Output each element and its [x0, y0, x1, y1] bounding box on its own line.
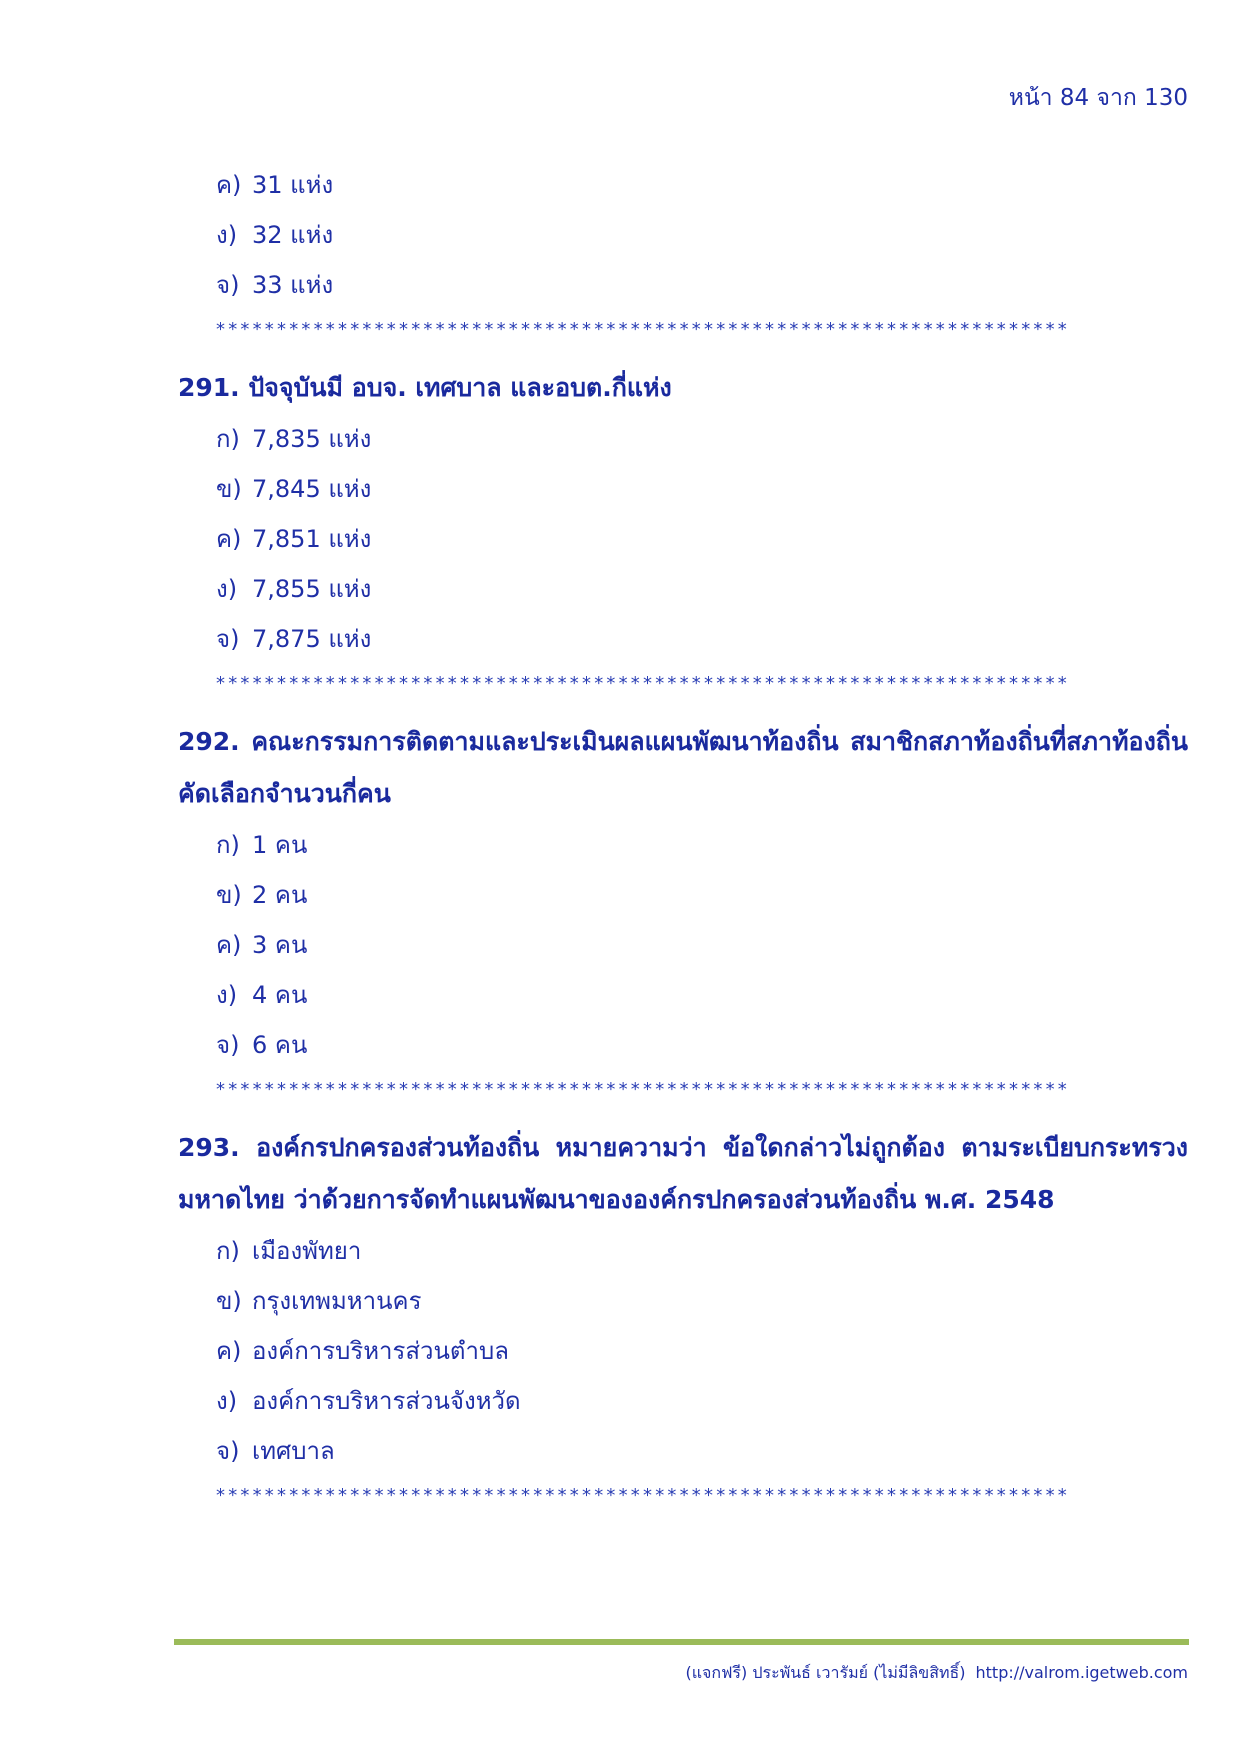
option-letter: ก): [216, 1237, 240, 1265]
option-item: [178, 1326, 1188, 1376]
option-letter: ค): [216, 525, 242, 553]
option-text: 3 คน: [252, 931, 308, 959]
option-item: [178, 414, 1188, 464]
question-293-options: [178, 1226, 1188, 1476]
option-item: [178, 210, 1188, 260]
option-letter: ง): [216, 575, 238, 603]
option-letter: ค): [216, 931, 242, 959]
option-text: องค์การบริหารส่วนตำบล: [252, 1337, 509, 1365]
option-text: เทศบาล: [252, 1437, 335, 1465]
option-text: 32 แห่ง: [252, 221, 334, 249]
option-text: 7,875 แห่ง: [252, 625, 372, 653]
document-body: [178, 160, 1188, 1522]
option-text: 33 แห่ง: [252, 271, 334, 299]
option-text: 2 คน: [252, 881, 308, 909]
option-letter: ก): [216, 425, 240, 453]
footer-credit: (แจกฟรี) ประพันธ์ เวารัมย์ (ไม่มีลิขสิทธิ์): [685, 1663, 966, 1682]
option-item: [178, 920, 1188, 970]
option-letter: จ): [216, 1031, 240, 1059]
option-letter: จ): [216, 271, 240, 299]
option-text: 7,845 แห่ง: [252, 475, 372, 503]
option-letter: ง): [216, 221, 238, 249]
separator-line: **********************************************************************: [216, 1079, 1070, 1100]
separator-line: **********************************************************************: [216, 673, 1070, 694]
separator-line: **********************************************************************: [216, 1485, 1070, 1506]
question-292-options: [178, 820, 1188, 1070]
option-text: 1 คน: [252, 831, 308, 859]
option-item: [178, 820, 1188, 870]
option-text: องค์การบริหารส่วนจังหวัด: [252, 1387, 521, 1415]
option-item: [178, 464, 1188, 514]
option-text: 4 คน: [252, 981, 308, 1009]
option-item: [178, 1426, 1188, 1476]
question-292-text: 292. คณะกรรมการติดตามและประเมินผลแผนพัฒนาท้องถิ่น สมาชิกสภาท้องถิ่นที่สภาท้องถิ่นคัดเลือกจำนวนกี่คน: [178, 727, 1188, 808]
option-item: [178, 514, 1188, 564]
option-item: [178, 614, 1188, 664]
option-text: 7,851 แห่ง: [252, 525, 372, 553]
option-item: [178, 1376, 1188, 1426]
option-letter: จ): [216, 625, 240, 653]
footer-divider: [174, 1639, 1189, 1645]
option-letter: ง): [216, 1387, 238, 1415]
option-item: [178, 1226, 1188, 1276]
option-letter: ก): [216, 831, 240, 859]
option-letter: ข): [216, 475, 242, 503]
question-291-text: 291. ปัจจุบันมี อบจ. เทศบาล และอบต.กี่แห่ง: [178, 373, 672, 402]
option-text: กรุงเทพมหานคร: [252, 1287, 422, 1315]
footer: [685, 1661, 1188, 1686]
option-text: 7,835 แห่ง: [252, 425, 372, 453]
option-letter: ง): [216, 981, 238, 1009]
option-item: [178, 870, 1188, 920]
page-number: หน้า 84 จาก 130: [1008, 85, 1188, 111]
option-item: [178, 1020, 1188, 1070]
option-text: 7,855 แห่ง: [252, 575, 372, 603]
option-item: [178, 564, 1188, 614]
option-letter: ค): [216, 1337, 242, 1365]
option-item: [178, 1276, 1188, 1326]
option-letter: ข): [216, 1287, 242, 1315]
option-text: เมืองพัทยา: [252, 1237, 362, 1265]
option-text: 31 แห่ง: [252, 171, 334, 199]
option-item: [178, 970, 1188, 1020]
question-293-text: 293. องค์กรปกครองส่วนท้องถิ่น หมายความว่า ข้อใดกล่าวไม่ถูกต้อง ตามระเบียบกระทรวงมหาดไทย ว่าด้วยการจัดทำแผนพัฒนาขององค์กรปกครองส่วนท้องถิ่น พ.ศ. 2548: [178, 1133, 1188, 1214]
question-290-options: [178, 160, 1188, 310]
option-letter: ข): [216, 881, 242, 909]
question-291-options: [178, 414, 1188, 664]
option-item: [178, 260, 1188, 310]
separator-line: **********************************************************************: [216, 319, 1070, 340]
option-item: [178, 160, 1188, 210]
footer-url-link[interactable]: http://valrom.igetweb.com: [975, 1663, 1188, 1682]
option-letter: จ): [216, 1437, 240, 1465]
option-text: 6 คน: [252, 1031, 308, 1059]
option-letter: ค): [216, 171, 242, 199]
